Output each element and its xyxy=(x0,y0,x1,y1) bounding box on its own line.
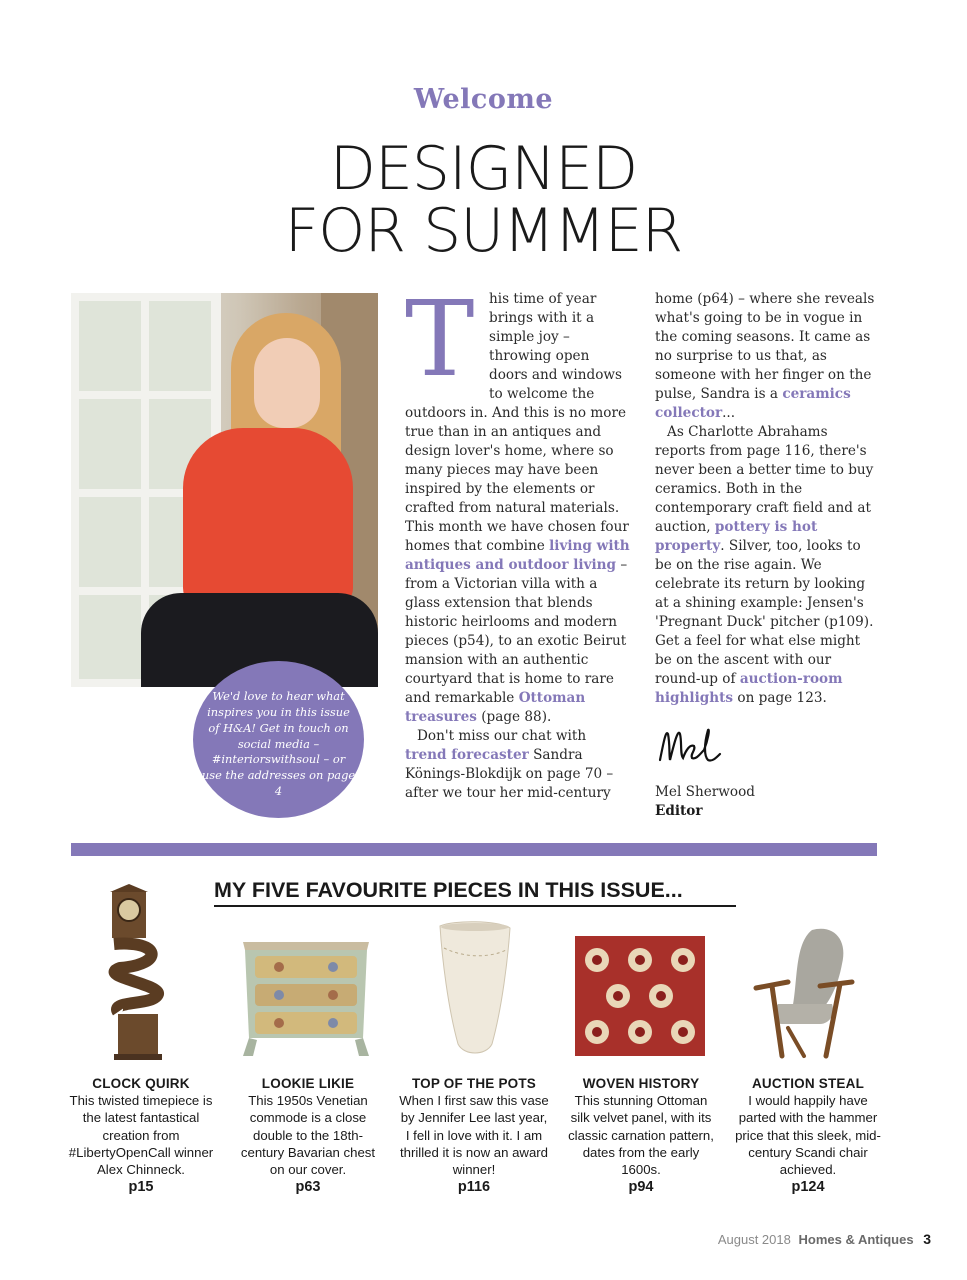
highlight: ceramics collector xyxy=(655,386,851,421)
item-description: This twisted timepiece is the latest fantastical creation from #LibertyOpenCall winner Alex Chinneck. xyxy=(68,1093,214,1178)
signature-image xyxy=(656,720,736,772)
highlight: auction-room highlights xyxy=(655,671,843,706)
favourite-item-3 xyxy=(399,1075,549,1196)
highlight: Ottoman treasures xyxy=(405,690,586,725)
item-page: p124 xyxy=(791,1179,825,1196)
favourite-item-2 xyxy=(233,1075,383,1196)
paragraph: As Charlotte Abrahams reports from page 116, there's never been a better time to buy ceramics. Both in the contemporary craft field and at auction, pottery is hot property. Silver, too, looks to be on the rise again. We celebrate its return by looking at a shining example: Jensen's 'Pregnant Duck' pitcher (p109). Get a feel for what else might be on the ascent with our round-up of auction-room highlights on page 123. xyxy=(655,424,874,706)
item-name: AUCTION STEAL xyxy=(751,1076,865,1091)
page-footer xyxy=(718,1231,931,1247)
issue-date: August 2018 xyxy=(717,1232,791,1247)
title-line-1: DESIGNED xyxy=(329,134,638,204)
commode-image xyxy=(239,934,373,1058)
paragraph: Don't miss our chat with trend forecaster Sandra Könings-Blokdijk on page 70 – after we tour her mid-century xyxy=(405,728,614,801)
favourites-title: MY FIVE FAVOURITE PIECES IN THIS ISSUE... xyxy=(214,878,736,907)
highlight: trend forecaster xyxy=(405,747,529,763)
item-description: This stunning Ottoman silk velvet panel, with its classic carnation pattern, dates from the early 1600s. xyxy=(568,1093,714,1178)
item-page: p63 xyxy=(295,1179,321,1196)
contact-bubble xyxy=(193,661,364,818)
item-page: p116 xyxy=(457,1179,491,1196)
item-description: When I first saw this vase by Jennifer Lee last year, I fell in love with it. I am thrilled it is now an award winner! xyxy=(399,1093,549,1178)
magazine-name: Homes & Antiques xyxy=(798,1232,914,1247)
favourite-item-1 xyxy=(66,1075,216,1196)
paragraph: his time of year brings with it a simple joy – throwing open doors and windows to welcome the outdoors in. And this is no more true than in an antiques and design lover's home, where so many pieces may have been inspired by the elements or crafted from natural materials. This month we have chosen four homes that combine living with antiques and outdoor living – from a Victorian villa with a glass extension that blends historic heirlooms and modern pieces (p54), to an exotic Beirut mansion with an authentic courtyard that is home to rare and remarkable Ottoman treasures (page 88). xyxy=(405,291,630,725)
paragraph: home (p64) – where she reveals what's going to be in vogue in the coming seasons. It came as no surprise to us that, as someone with her finger on the pulse, Sandra is a ceramics collector... xyxy=(655,291,875,421)
vase-image xyxy=(434,918,516,1060)
item-page: p94 xyxy=(628,1179,654,1196)
item-description: This 1950s Venetian commode is a close double to the 18th-century Bavarian chest on our cover. xyxy=(240,1093,376,1178)
item-page: p15 xyxy=(128,1179,154,1196)
highlight: living with antiques and outdoor living xyxy=(405,538,630,573)
item-name: LOOKIE LIKIE xyxy=(261,1076,355,1091)
article-column-1 xyxy=(405,278,631,803)
favourite-item-5 xyxy=(733,1075,883,1196)
section-divider xyxy=(71,843,877,856)
drop-cap: T xyxy=(405,278,475,400)
item-description: I would happily have parted with the hammer price that this sleek, mid-century Scandi chair achieved. xyxy=(735,1093,881,1178)
clock-image xyxy=(100,884,170,1062)
editor-role: Editor xyxy=(655,803,703,819)
item-name: TOP OF THE POTS xyxy=(411,1076,537,1091)
editor-portrait-photo xyxy=(71,293,378,687)
contact-bubble-text: We'd love to hear what inspires you in this issue of H&A! Get in touch on social media – #interiorswithsoul – or use the addresses on page 4 xyxy=(201,689,356,798)
article-column-2 xyxy=(655,290,877,708)
textile-panel-image xyxy=(575,936,705,1056)
item-name: CLOCK QUIRK xyxy=(92,1076,190,1091)
chair-image xyxy=(748,924,860,1064)
section-kicker: Welcome xyxy=(413,84,554,115)
title-line-2: FOR SUMMER xyxy=(284,196,683,266)
page-title xyxy=(0,134,967,266)
favourite-item-4 xyxy=(566,1075,716,1196)
highlight: pottery is hot property xyxy=(655,519,818,554)
item-name: WOVEN HISTORY xyxy=(582,1076,700,1091)
page-number: 3 xyxy=(923,1231,931,1247)
editor-name: Mel Sherwood xyxy=(655,784,755,800)
